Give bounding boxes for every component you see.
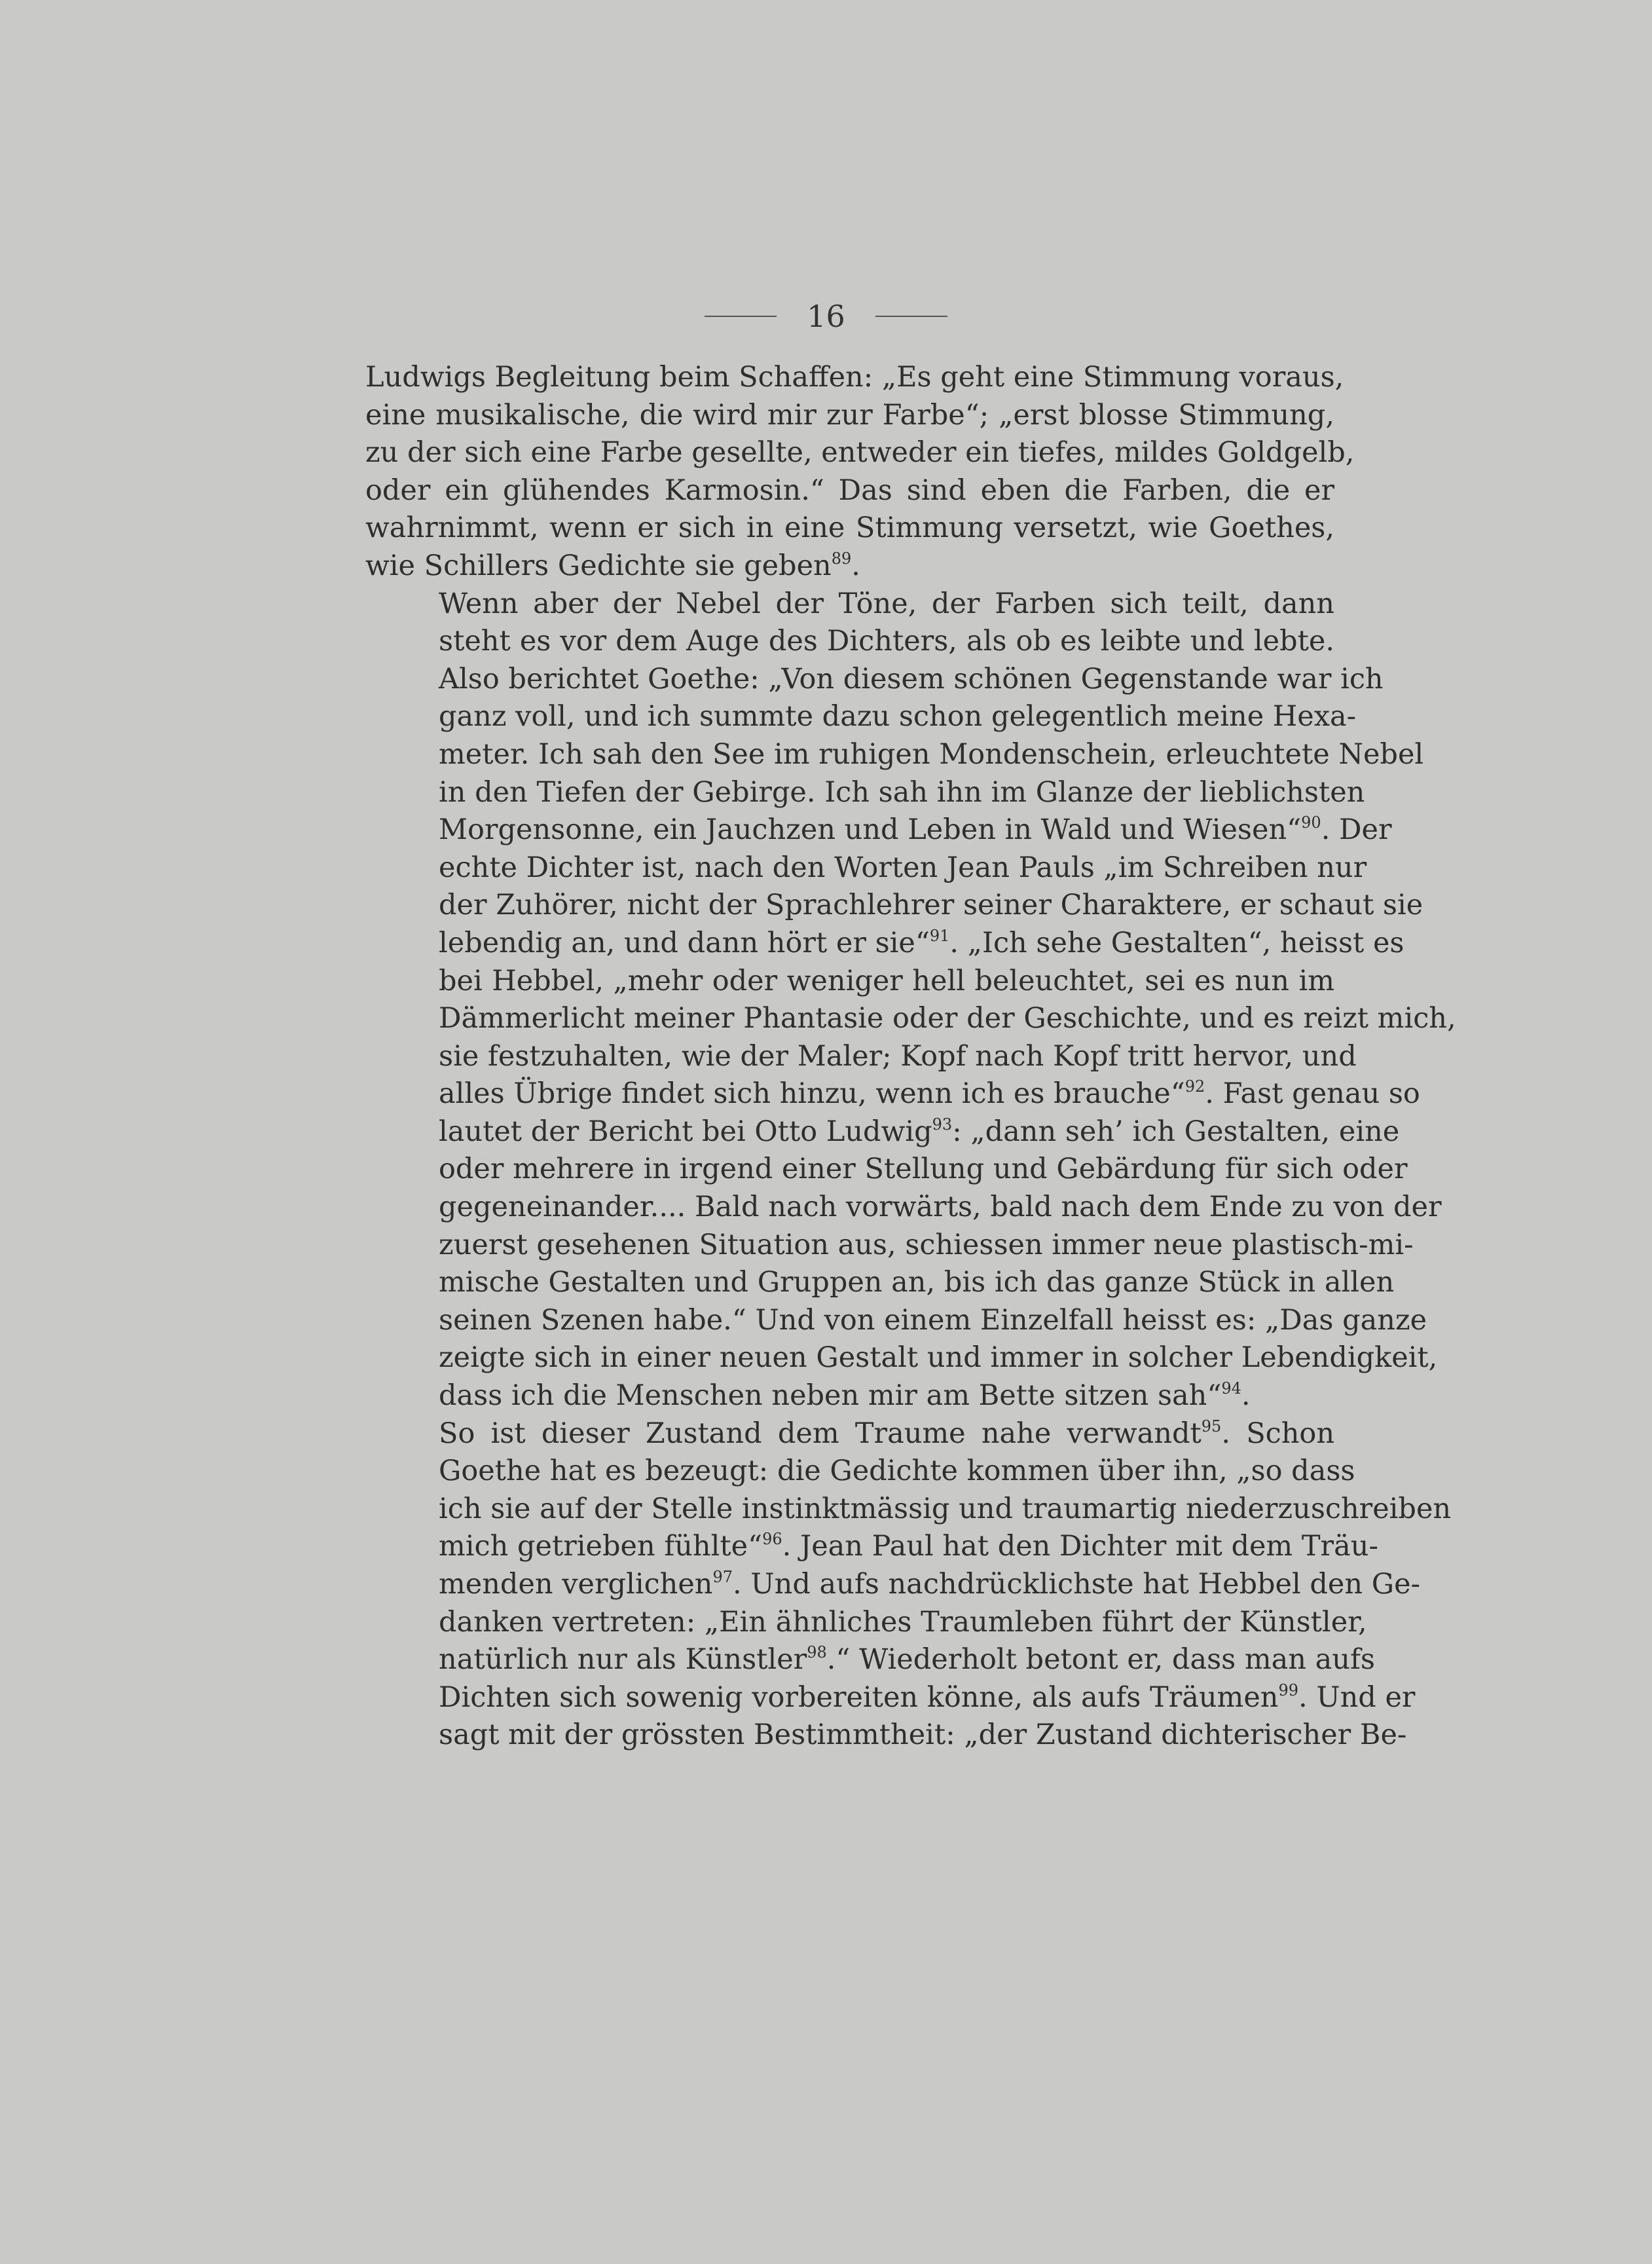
paragraph — [365, 1415, 1452, 1754]
text-run: Dichten sich sowenig vorbereiten könne, als aufs Träumen — [439, 1680, 1279, 1714]
text-run: meter. Ich sah den See im ruhigen Mondenschein, erleuchtete Nebel — [439, 737, 1424, 771]
text-run: oder mehrere in irgend einer Stellung und Gebärdung für sich oder — [439, 1153, 1408, 1186]
body-text — [365, 359, 1456, 1754]
footnote-marker: 98 — [807, 1643, 827, 1662]
footnote-marker: 89 — [831, 549, 852, 568]
text-run: . Und aufs nachdrücklichste hat Hebbel den Ge- — [733, 1568, 1421, 1601]
text-run: Ludwigs Begleitung beim Schaffen: „Es geht eine Stimmung voraus, — [365, 361, 1344, 394]
text-run: mische Gestalten und Gruppen an, bis ich das ganze Stück in allen — [439, 1266, 1395, 1299]
footnote-marker: 96 — [762, 1530, 782, 1549]
text-line — [365, 1453, 1355, 1491]
text-line — [365, 811, 1392, 849]
text-run: ganz voll, und ich summte dazu schon gelegentlich meine Hexa- — [439, 700, 1357, 733]
text-line — [365, 1377, 1334, 1415]
text-run: lautet der Bericht bei Otto Ludwig — [439, 1115, 932, 1148]
text-line — [365, 434, 1355, 472]
text-line — [365, 1264, 1395, 1302]
footnote-marker: 97 — [712, 1568, 733, 1586]
text-run: danken vertreten: „Ein ähnliches Traumleben führt der Künstler, — [439, 1605, 1367, 1639]
page-header — [0, 293, 1652, 339]
text-line — [365, 698, 1357, 736]
text-run: Morgensonne, ein Jauchzen und Leben in Wald und Wiesen“ — [439, 813, 1302, 847]
text-run: zuerst gesehenen Situation aus, schiessen immer neue plastisch-mi- — [439, 1228, 1414, 1261]
text-line — [365, 1717, 1407, 1754]
text-run: steht es vor dem Auge des Dichters, als ob es leibte und lebte. — [439, 625, 1334, 658]
text-line — [365, 887, 1423, 925]
paragraph — [365, 359, 1355, 585]
text-run: eine musikalische, die wird mir zur Farbe“; „erst blosse Stimmung, — [365, 398, 1334, 432]
text-line — [365, 774, 1365, 812]
text-line — [365, 510, 1334, 547]
text-run: . Jean Paul hat den Dichter mit dem Träu- — [782, 1530, 1378, 1563]
text-line — [365, 963, 1334, 1001]
footnote-marker: 93 — [932, 1115, 953, 1134]
text-run: . Und er — [1298, 1680, 1416, 1714]
text-run: .“ Wiederholt betont er, dass man aufs — [826, 1643, 1375, 1677]
text-run: ich sie auf der Stelle instinktmässig und traumartig niederzuschreiben — [439, 1492, 1452, 1525]
footnote-marker: 91 — [929, 926, 950, 945]
text-run: : „dann seh’ ich Gestalten, eine — [952, 1115, 1400, 1148]
text-run: menden verglichen — [439, 1568, 713, 1601]
text-run: wahrnimmt, wenn er sich in eine Stimmung versetzt, wie Goethes, — [365, 511, 1334, 545]
text-run: zu der sich eine Farbe gesellte, entweder ein tiefes, mildes Goldgelb, — [365, 436, 1355, 470]
text-run: . Der — [1321, 813, 1392, 847]
text-run: seinen Szenen habe.“ Und von einem Einzelfall heisst es: „Das ganze — [439, 1303, 1427, 1337]
text-line — [365, 1227, 1414, 1265]
page-number: 16 — [807, 299, 845, 334]
text-line — [365, 547, 1334, 585]
text-run: in den Tiefen der Gebirge. Ich sah ihn im Glanze der lieblichsten — [439, 775, 1365, 809]
text-run: dass ich die Menschen neben mir am Bette sitzen sah“ — [439, 1379, 1222, 1413]
text-line — [365, 1679, 1416, 1717]
footnote-marker: 92 — [1184, 1077, 1205, 1096]
text-run: sie festzuhalten, wie der Maler; Kopf nach Kopf tritt hervor, und — [439, 1039, 1357, 1073]
text-run: gegeneinander.... Bald nach vorwärts, bald nach dem Ende zu von der — [439, 1191, 1442, 1224]
text-line — [365, 623, 1334, 661]
text-run: wie Schillers Gedichte sie geben — [365, 549, 832, 582]
footnote-marker: 90 — [1301, 813, 1321, 832]
text-line — [365, 736, 1424, 774]
text-run: echte Dichter ist, nach den Worten Jean Pauls „im Schreiben nur — [439, 851, 1367, 884]
text-run: oder ein glühendes Karmosin.“ Das sind eben die Farben, die er — [365, 473, 1334, 507]
text-line — [365, 925, 1404, 963]
text-run: bei Hebbel, „mehr oder weniger hell beleuchtet, sei es nun im — [439, 964, 1334, 997]
text-line — [365, 585, 1334, 623]
text-line — [365, 1302, 1427, 1340]
text-run: der Zuhörer, nicht der Sprachlehrer seiner Charaktere, er schaut sie — [439, 889, 1423, 922]
text-run: Dämmerlicht meiner Phantasie oder der Geschichte, und es reizt mich, — [439, 1002, 1456, 1035]
text-line — [365, 1604, 1367, 1642]
text-run: Goethe hat es bezeugt: die Gedichte kommen über ihn, „so dass — [439, 1455, 1355, 1488]
text-line — [365, 359, 1344, 397]
text-line — [365, 661, 1384, 699]
text-line — [365, 1038, 1357, 1076]
paragraph — [365, 585, 1456, 1415]
text-run: zeigte sich in einer neuen Gestalt und immer in solcher Lebendigkeit, — [439, 1341, 1438, 1375]
text-run: . — [851, 549, 860, 582]
text-line — [365, 1075, 1420, 1113]
text-run: Wenn aber der Nebel der Töne, der Farben sich teilt, dann — [439, 587, 1334, 620]
text-line — [365, 849, 1367, 887]
footnote-marker: 99 — [1278, 1680, 1299, 1699]
header-rule-right — [875, 316, 947, 317]
text-line — [365, 1641, 1375, 1679]
footnote-marker: 95 — [1201, 1417, 1222, 1436]
text-run: . Schon — [1221, 1417, 1335, 1450]
text-line — [365, 1566, 1421, 1604]
text-line — [365, 1491, 1452, 1529]
text-run: mich getrieben fühlte“ — [439, 1530, 763, 1563]
header-rule-left — [705, 316, 777, 317]
footnote-marker: 94 — [1221, 1379, 1241, 1398]
text-line — [365, 1415, 1334, 1453]
text-run: natürlich nur als Künstler — [439, 1643, 807, 1677]
text-run: . — [1241, 1379, 1251, 1413]
text-line — [365, 1189, 1442, 1227]
text-line — [365, 1151, 1408, 1189]
text-run: . Fast genau so — [1205, 1077, 1420, 1111]
text-line — [365, 397, 1334, 435]
text-run: alles Übrige findet sich hinzu, wenn ich es brauche“ — [439, 1077, 1185, 1111]
text-run: lebendig an, und dann hört er sie“ — [439, 926, 930, 959]
text-line — [365, 1528, 1378, 1566]
text-run: sagt mit der grössten Bestimmtheit: „der Zustand dichterischer Be- — [439, 1718, 1407, 1752]
text-run: Also berichtet Goethe: „Von diesem schönen Gegenstande war ich — [439, 662, 1384, 696]
text-run: So ist dieser Zustand dem Traume nahe verwandt — [439, 1417, 1202, 1450]
text-run: . „Ich sehe Gestalten“, heisst es — [949, 926, 1404, 959]
text-line — [365, 1339, 1438, 1377]
text-line — [365, 472, 1334, 510]
text-line — [365, 1113, 1400, 1151]
text-line — [365, 1000, 1456, 1038]
